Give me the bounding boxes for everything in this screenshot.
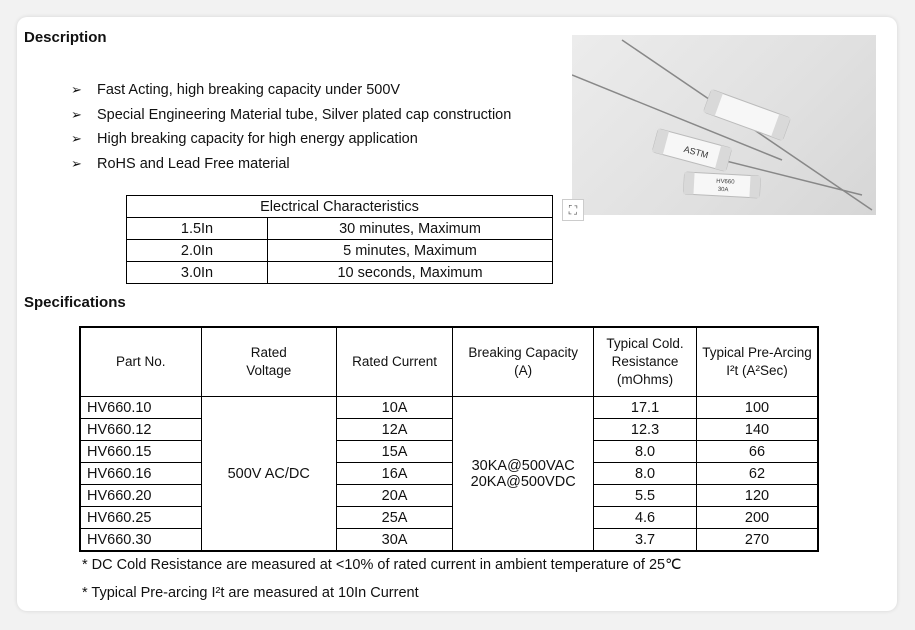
table-row: HV660.16 16A 8.0 62 xyxy=(80,463,818,485)
table-row: HV660.30 30A 3.7 270 xyxy=(80,529,818,552)
table-row: 2.0In 5 minutes, Maximum xyxy=(127,240,553,262)
table-row: HV660.15 15A 8.0 66 xyxy=(80,441,818,463)
specifications-table xyxy=(79,326,819,552)
description-list xyxy=(71,80,511,178)
header-rated-current: Rated Current xyxy=(336,327,452,397)
table-row: HV660.10 500V AC/DC 10A 30KA@500VAC 20KA@500VDC 17.1 100 xyxy=(80,397,818,419)
list-item: ➢ High breaking capacity for high energy application xyxy=(71,129,511,154)
header-part-no: Part No. xyxy=(80,327,201,397)
note-pre-arcing: * Typical Pre-arcing I²t are measured at 10In Current xyxy=(82,585,419,601)
arrowhead-bullet-icon: ➢ xyxy=(71,82,82,97)
specifications-heading: Specifications xyxy=(24,294,126,311)
header-rated-voltage: Rated Voltage xyxy=(201,327,336,397)
table-row: HV660.20 20A 5.5 120 xyxy=(80,485,818,507)
photo-label: 30A xyxy=(717,186,729,194)
arrowhead-bullet-icon: ➢ xyxy=(71,155,82,171)
list-item: ➢ RoHS and Lead Free material xyxy=(71,154,511,179)
arrowhead-bullet-icon: ➢ xyxy=(71,106,82,122)
header-resistance: Typical Cold. Resistance (mOhms) xyxy=(594,327,697,397)
electrical-characteristics-table xyxy=(126,195,553,284)
breaking-capacity-cell: 30KA@500VAC 20KA@500VDC xyxy=(453,397,594,552)
header-pre-arcing: Typical Pre-Arcing I²t (A²Sec) xyxy=(697,327,819,397)
rated-voltage-cell: 500V AC/DC xyxy=(201,397,336,552)
photo-label: ASTM xyxy=(682,144,710,161)
table-row: HV660.12 12A 12.3 140 xyxy=(80,419,818,441)
list-item: ➢ Fast Acting, high breaking capacity under 500V xyxy=(71,80,511,105)
electrical-title: Electrical Characteristics xyxy=(127,196,553,218)
fuse-product-photo xyxy=(572,35,876,215)
note-resistance: * DC Cold Resistance are measured at <10% of rated current in ambient temperature of 25℃ xyxy=(82,557,682,573)
header-breaking-capacity: Breaking Capacity (A) xyxy=(453,327,594,397)
list-item: ➢ Special Engineering Material tube, Silver plated cap construction xyxy=(71,105,511,130)
expand-image-icon[interactable]: ⛶ xyxy=(562,199,584,221)
table-row: 3.0In 10 seconds, Maximum xyxy=(127,262,553,284)
description-heading: Description xyxy=(24,29,107,46)
table-row: 1.5In 30 minutes, Maximum xyxy=(127,218,553,240)
fuse-illustration xyxy=(572,35,876,215)
arrowhead-bullet-icon: ➢ xyxy=(71,131,82,146)
photo-label: HV660 xyxy=(716,178,735,186)
table-row: HV660.25 25A 4.6 200 xyxy=(80,507,818,529)
